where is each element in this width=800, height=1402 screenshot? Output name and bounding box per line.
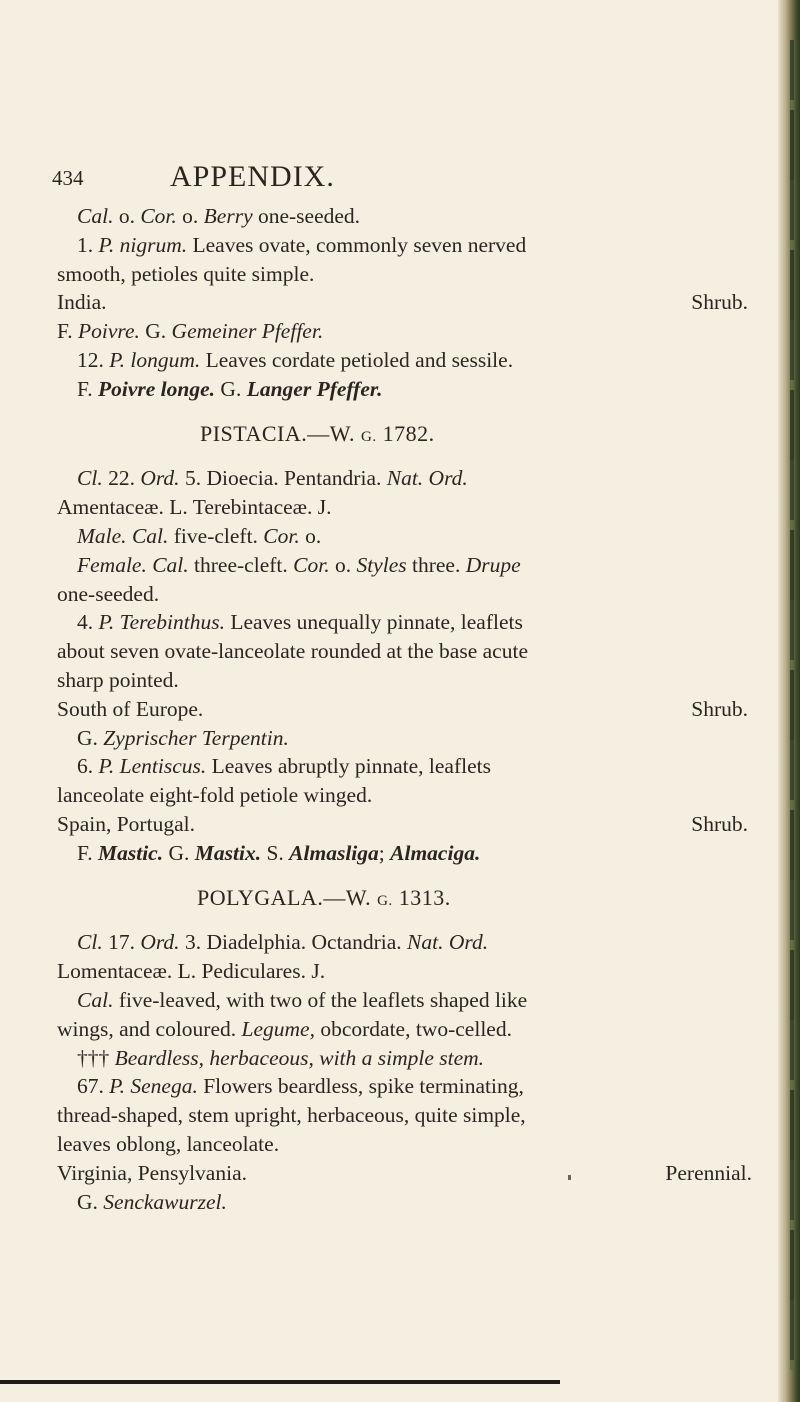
species-name: Lentiscus. — [119, 754, 207, 779]
italic-term: Berry — [203, 204, 253, 228]
heading-abbrev: G. — [377, 892, 393, 909]
text-line — [0, 986, 800, 1015]
vernacular-name: Langer Pfeffer. — [246, 376, 383, 401]
text-span: smooth, petioles quite simple. — [57, 261, 315, 286]
italic-term: Cal. — [152, 552, 189, 577]
text-line — [0, 1101, 800, 1130]
habitat: Spain, Portugal. — [57, 811, 195, 836]
text-span: Diadelphia. Octandria. — [206, 930, 402, 955]
heading-number: 1782. — [382, 420, 435, 446]
italic-term: Cal. — [77, 987, 114, 1012]
vernacular-line — [0, 375, 800, 404]
running-head: APPENDIX. — [170, 160, 335, 193]
text-line — [0, 580, 800, 609]
page-body — [0, 202, 800, 1216]
text-span: thread-shaped, stem upright, herbaceous, quite simple, — [57, 1103, 526, 1128]
species-number: 6. — [77, 754, 94, 779]
italic-term: Cor. — [140, 204, 177, 228]
text-span: Dioecia. Pentandria. — [206, 466, 382, 491]
habitat: South of Europe. — [57, 696, 204, 721]
vernacular-line — [0, 839, 800, 868]
text-span: 22. — [108, 466, 135, 491]
habitat: Virginia, Pensylvania. — [57, 1160, 247, 1185]
text-span: Flowers beardless, spike terminating, — [203, 1074, 524, 1099]
text-line — [0, 202, 800, 231]
text-span: one-seeded. — [57, 581, 160, 606]
text-line — [0, 695, 800, 724]
italic-term: Nat. Ord. — [386, 466, 468, 491]
species-number: 1. — [77, 232, 94, 257]
text-span: o. — [118, 204, 135, 228]
text-span: obcordate, two-celled. — [320, 1016, 512, 1041]
species-number: 12. — [77, 347, 104, 372]
italic-term: Cal. — [131, 523, 169, 548]
text-span: Leaves abruptly pinnate, leaflets — [211, 754, 491, 779]
text-line — [0, 493, 800, 522]
text-line — [0, 1130, 800, 1159]
text-span: o. — [182, 204, 199, 228]
italic-term: Cal. — [77, 204, 114, 228]
text-span: leaves oblong, lanceolate. — [57, 1131, 280, 1156]
italic-term: Styles — [356, 552, 407, 577]
text-line — [0, 957, 800, 986]
lang-abbrev: F. — [77, 840, 93, 865]
dagger-marks: ††† — [77, 1045, 110, 1070]
italic-term: Legume, — [241, 1016, 315, 1041]
species-line — [0, 752, 800, 781]
text-span: wings, and coloured. — [57, 1016, 237, 1041]
species-line — [0, 608, 800, 637]
text-span: three-cleft. — [194, 552, 288, 577]
vernacular-name: Senckawurzel. — [103, 1189, 227, 1214]
text-span: five-leaved, with two of the leaflets shaped like — [118, 987, 528, 1012]
text-span: 3. — [184, 930, 202, 955]
text-span: lanceolate eight-fold petiole winged. — [57, 783, 373, 808]
species-number: 4. — [77, 610, 94, 635]
vernacular-line — [0, 317, 800, 346]
text-line — [0, 1159, 800, 1188]
text-line — [0, 1015, 800, 1044]
species-line — [0, 1072, 800, 1101]
vernacular-name: Mastix. — [194, 840, 262, 865]
classification-line — [0, 928, 800, 957]
italic-term: Cor. — [263, 523, 300, 548]
vernacular-name: Almaciga. — [390, 840, 481, 865]
separator: ; — [378, 840, 385, 865]
text-line — [0, 260, 800, 289]
heading-text: POLYGALA.—W. — [197, 884, 372, 910]
italic-term: Female. — [77, 552, 147, 577]
species-name: longum. — [130, 347, 201, 372]
text-span: about seven ovate-lanceolate rounded at the base acute — [57, 639, 528, 664]
italic-term: Male. — [77, 523, 127, 548]
vernacular-line — [0, 724, 800, 753]
vernacular-name: Poivre longe. — [98, 376, 216, 401]
italic-term: Cor. — [293, 552, 330, 577]
text-line — [0, 288, 800, 317]
habit: Shrub. — [691, 696, 748, 721]
section-title: Beardless, herbaceous, with a simple stem. — [114, 1045, 485, 1070]
heading-abbrev: G. — [361, 428, 377, 445]
species-name: Senega. — [130, 1074, 198, 1099]
habit: Perennial. — [665, 1160, 752, 1185]
habit: Shrub. — [691, 811, 748, 836]
text-span: five-cleft. — [173, 523, 258, 548]
text-span: three. — [411, 552, 461, 577]
species-name: Terebinthus. — [119, 610, 225, 635]
italic-term: Ord. — [140, 466, 180, 491]
lang-abbrev: G. — [145, 319, 167, 344]
text-span: 17. — [108, 930, 135, 955]
vernacular-name: Mastic. — [98, 840, 164, 865]
bottom-shadow-rule — [0, 1380, 560, 1384]
heading-number: 1313. — [398, 884, 451, 910]
heading-text: PISTACIA.—W. — [200, 420, 355, 446]
habit: Shrub. — [691, 290, 748, 315]
lang-abbrev: F. — [77, 376, 93, 401]
text-span: Leaves ovate, commonly seven nerved — [192, 232, 527, 257]
vernacular-name: Poivre. — [78, 319, 140, 344]
genus-abbrev: P. — [109, 1074, 125, 1099]
vernacular-name: Gemeiner Pfeffer. — [171, 319, 324, 344]
text-line — [0, 522, 800, 551]
text-span: one-seeded. — [257, 204, 361, 228]
lang-abbrev: S. — [266, 840, 284, 865]
text-span: 5. — [184, 466, 202, 491]
species-line — [0, 346, 800, 375]
lang-abbrev: G. — [77, 725, 98, 750]
italic-term: Ord. — [140, 930, 180, 955]
text-span: Leaves unequally pinnate, leaflets — [230, 610, 523, 635]
text-line — [0, 637, 800, 666]
italic-term: Drupe — [465, 552, 521, 577]
classification-line — [0, 464, 800, 493]
page-number: 434 — [52, 166, 84, 190]
text-span: sharp pointed. — [57, 667, 179, 692]
vernacular-name: Almasliga — [289, 840, 379, 865]
lang-abbrev: F. — [57, 319, 73, 344]
habitat: India. — [57, 290, 107, 315]
paper-speck — [568, 1175, 571, 1180]
species-number: 67. — [77, 1074, 104, 1099]
genus-heading — [0, 884, 800, 913]
genus-abbrev: P. — [98, 754, 115, 779]
genus-abbrev: P. — [98, 232, 115, 257]
text-span: o. — [334, 552, 352, 577]
lang-abbrev: G. — [220, 376, 242, 401]
text-span: Lomentaceæ. L. Pediculares. J. — [57, 959, 326, 984]
lang-abbrev: G. — [77, 1189, 98, 1214]
text-line — [0, 781, 800, 810]
genus-heading — [0, 420, 800, 449]
species-line — [0, 231, 800, 260]
section-line — [0, 1044, 800, 1073]
text-span: Leaves cordate petioled and sessile. — [205, 347, 514, 372]
italic-term: Nat. Ord. — [407, 930, 489, 955]
genus-abbrev: P. — [109, 347, 125, 372]
vernacular-name: Zyprischer Terpentin. — [103, 725, 289, 750]
text-span: o. — [305, 523, 322, 548]
text-line — [0, 666, 800, 695]
text-span: Amentaceæ. L. Terebintaceæ. J. — [57, 495, 332, 520]
genus-abbrev: P. — [98, 610, 115, 635]
italic-term: Cl. — [77, 466, 103, 491]
text-line — [0, 551, 800, 580]
page-header — [52, 160, 752, 200]
text-line — [0, 810, 800, 839]
italic-term: Cl. — [77, 930, 103, 955]
lang-abbrev: G. — [168, 840, 190, 865]
species-name: nigrum. — [119, 232, 188, 257]
vernacular-line — [0, 1188, 800, 1217]
